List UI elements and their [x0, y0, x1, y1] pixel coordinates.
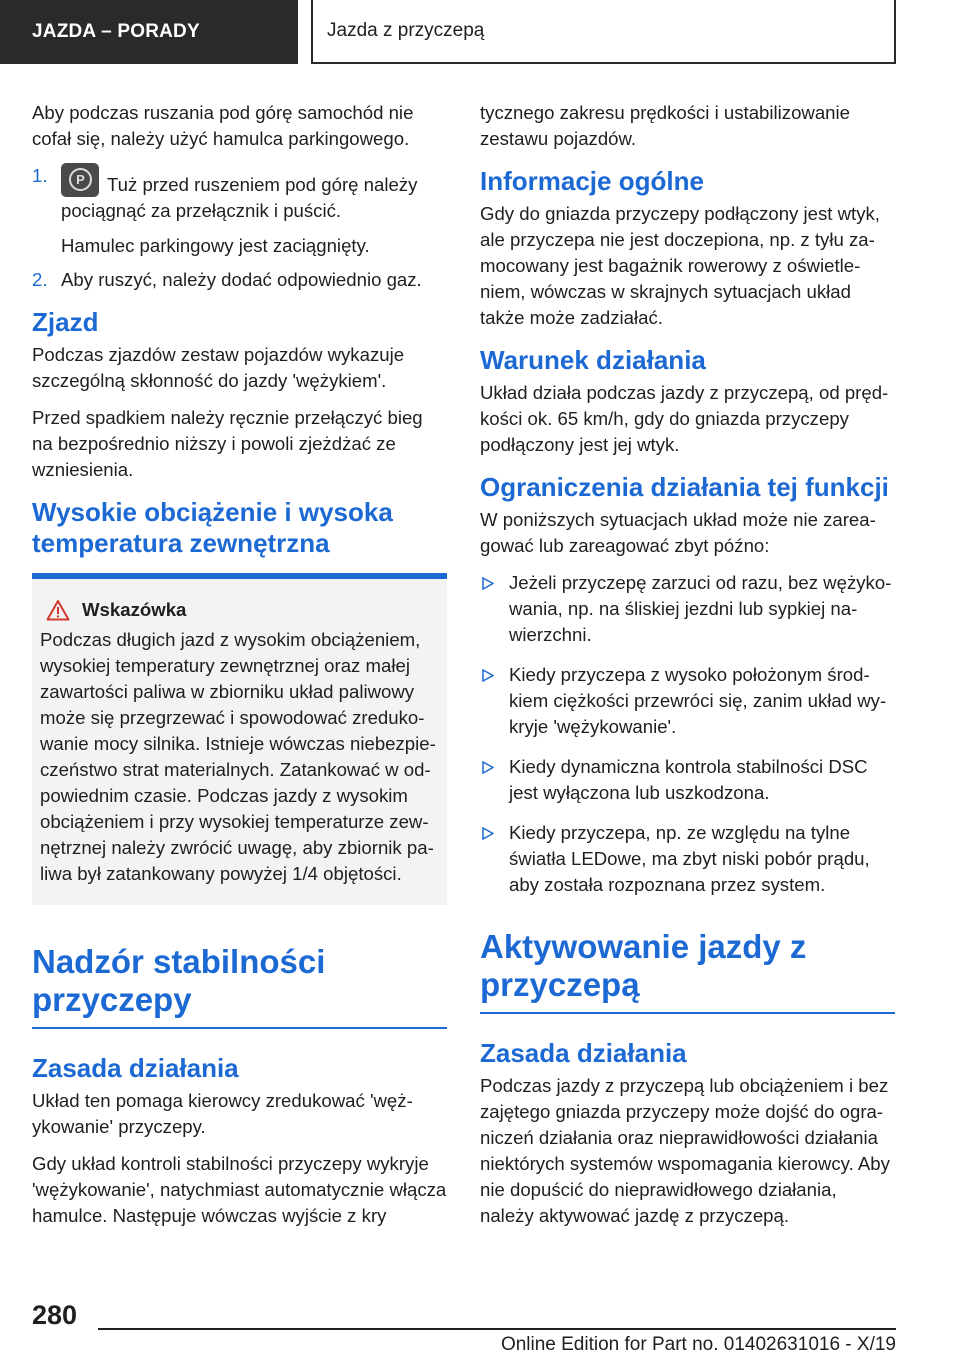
triangle-bullet-icon — [482, 827, 494, 840]
step-subtext: Hamulec parkingowy jest zaciągnięty. — [61, 235, 370, 256]
list-item — [480, 570, 895, 648]
left-column — [32, 100, 447, 1240]
step-item — [32, 267, 447, 293]
continuation-paragraph: tycznego zakresu prędkości i ustabilizowanie zestawu pojazdów. — [480, 102, 850, 149]
intro-paragraph: Aby podczas ruszania pod górę samochód nie cofał się, należy użyć hamulca parkingowego. — [32, 102, 414, 149]
limits-heading: Ograniczenia działania tej funkcji — [480, 472, 889, 502]
zjazd-paragraph-2: Przed spadkiem należy ręcznie przełączyć bieg na bezpośrednio niższy i powoli zjeżdżać ze wzniesienia. — [32, 407, 423, 480]
limits-list — [480, 570, 895, 898]
zasada-paragraph-2: Gdy układ kontroli stabilności przyczepy wykryje 'wężykowanie', natychmiast automatycznie włącza hamulce. Następuje wówczas wyjście z kry — [32, 1153, 447, 1226]
notice-text: Podczas długich jazd z wysokim obciążeniem, wysokiej temperatury zewnętrznej oraz małej zawartości paliwa w zbiorniku układ paliwowy może się przegrzewać i spowodować zredukowanie mocy silnika. Istnieje wówczas niebezpieczeństwo strat materialnych. Zatankować w odpowiednim czasie. Podczas jazdy z wysokim obciążeniem i przy wysokiej temperaturze zewnętrznej należy zwrócić uwagę, aby zbiornik paliwa był zatankowany powyżej 1/4 objętości. — [40, 629, 436, 884]
warunek-paragraph: Układ działa podczas jazdy z przyczepą, od prędkości ok. 65 km/h, gdy do gniazda przyczepy podłączony jest jej wtyk. — [480, 382, 889, 455]
step-number: 1. — [32, 165, 48, 186]
activation-heading: Aktywowanie jazdy z przyczepą — [480, 928, 895, 1014]
stability-heading: Nadzór stabilności przyczepy — [32, 943, 447, 1029]
parking-brake-icon: P — [61, 163, 99, 197]
triangle-bullet-icon — [482, 761, 494, 774]
info-heading: Informacje ogólne — [480, 166, 704, 196]
list-item-text: Kiedy przyczepa, np. ze względu na tylne światła LEDowe, ma zbyt niski pobór prądu, aby została rozpoznana przez system. — [509, 822, 870, 895]
right-column — [480, 100, 895, 1240]
list-item — [480, 754, 895, 806]
limits-paragraph: W poniższych sytuacjach układ może nie zareagować lub zareagować zbyt późno: — [480, 509, 876, 556]
warning-icon — [46, 599, 70, 621]
list-item-text: Kiedy przyczepa z wysoko położonym środkiem ciężkości przewróci się, zanim układ wykryje 'wężykowanie'. — [509, 664, 887, 737]
notice-title: Wskazówka — [82, 599, 187, 620]
activation-paragraph: Podczas jazdy z przyczepą lub obciążeniem i bez zajętego gniazda przyczepy może dojść do ograniczeń działania oraz nieprawidłowości działania niektórych systemów wspomagania kierowcy. Aby nie dopuścić do nieprawidłowego działania, należy aktywować jazdę z przyczepą. — [480, 1075, 890, 1226]
list-item — [480, 820, 895, 898]
list-item-text: Kiedy dynamiczna kontrola stabilności DSC jest wyłączona lub uszkodzona. — [509, 756, 868, 803]
step-item — [32, 163, 447, 259]
section-header: JAZDA – PORADY — [0, 0, 298, 64]
footer-edition: Online Edition for Part no. 01402631016 - X/19 — [500, 1334, 896, 1355]
triangle-bullet-icon — [482, 577, 494, 590]
list-item-text: Jeżeli przyczepę zarzuci od razu, bez wężykowania, np. na śliskiej jezdni lub sypkiej nawierzchni. — [509, 572, 892, 645]
step-number: 2. — [32, 269, 48, 290]
step-text: Aby ruszyć, należy dodać odpowiednio gaz. — [61, 269, 422, 290]
zjazd-paragraph-1: Podczas zjazdów zestaw pojazdów wykazuje szczególną skłonność do jazdy 'wężykiem'. — [32, 344, 405, 391]
list-item — [480, 662, 895, 740]
info-paragraph: Gdy do gniazda przyczepy podłączony jest wtyk, ale przyczepa nie jest doczepiona, np. z tyłu zamocowany jest bagażnik rowerowy z oświetleniem, wówczas w skrajnych sytuacjach układ także może zadziałać. — [480, 203, 880, 328]
step-list — [32, 163, 447, 293]
page-number: 280 — [32, 1300, 78, 1330]
triangle-bullet-icon — [482, 669, 494, 682]
activation-zasada-heading: Zasada działania — [480, 1038, 687, 1068]
chapter-header: Jazda z przyczepą — [311, 0, 896, 64]
warunek-heading: Warunek działania — [480, 345, 706, 375]
heat-heading: Wysokie obciążenie i wysoka temperatura zewnętrzna — [32, 497, 393, 558]
zjazd-heading: Zjazd — [32, 307, 99, 337]
notice-box — [32, 579, 447, 905]
zasada-heading: Zasada działania — [32, 1053, 239, 1083]
footer-divider — [98, 1328, 896, 1330]
zasada-paragraph-1: Układ ten pomaga kierowcy zredukować 'wężykowanie' przyczepy. — [32, 1090, 413, 1137]
step-text: Tuż przed ruszeniem pod górę należy pociągnąć za przełącznik i puścić. — [61, 174, 418, 221]
